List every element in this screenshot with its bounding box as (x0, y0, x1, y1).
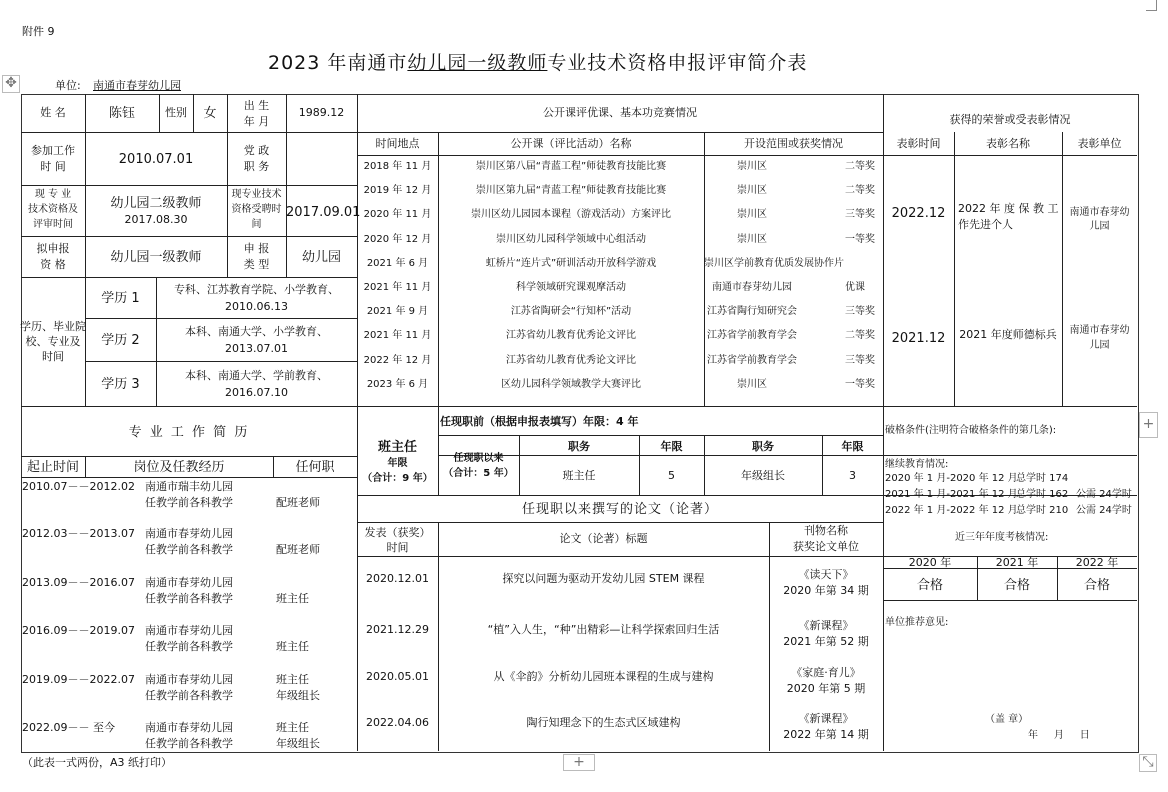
pre-post-years: 任现职前（根据申报表填写）年限：4 年 (440, 415, 639, 428)
paper-pub-1: 《读天下》 (798, 568, 854, 581)
unit-label: 单位: (55, 79, 81, 92)
lessons-col-name: 公开课（评比活动）名称 (510, 137, 632, 150)
col-years-2: 年限 (841, 440, 864, 453)
lesson-name: 崇川区第九届“青蓝工程”师徒教育技能比赛 (475, 185, 667, 197)
lesson-scope: 崇川区 (737, 378, 767, 390)
honor-unit-1: 南通市春芽幼 (1069, 207, 1130, 218)
lesson-name: 江苏省幼儿教育优秀论文评比 (506, 330, 636, 342)
papers-col-title: 论文（论著）标题 (559, 532, 648, 545)
lesson-name: 崇川区幼儿园科学领域中心组活动 (496, 233, 646, 245)
lesson-award: 二等奖 (845, 330, 875, 342)
lesson-scope: 崇川区 (737, 161, 767, 172)
lesson-time: 2020 年 11 月 (363, 209, 432, 221)
lesson-name: 江苏省幼儿教育优秀论文评比 (506, 354, 636, 366)
paper-title: “植”入人生，“种”出精彩—让科学探索回归生活 (487, 623, 720, 636)
paper-time: 2020.12.01 (366, 572, 429, 585)
honor-name-2: 作先进个人 (958, 218, 1013, 231)
lesson-scope: 江苏省学前教育学会 (707, 330, 797, 342)
lesson-award: 三等奖 (845, 354, 875, 366)
paper-pub-1: 《新课程》 (798, 712, 854, 725)
lesson-name: 区幼儿园科学领域教学大赛评比 (501, 378, 641, 390)
edu-row-name: 学历 3 (101, 377, 140, 392)
since-total: （合计：5 年） (443, 468, 514, 479)
name-label: 姓 名 (40, 106, 66, 119)
assess-year: 2022 年 (1075, 556, 1119, 569)
lesson-scope: 崇川区 (737, 185, 767, 197)
apply-label-2: 资 格 (40, 258, 66, 271)
lesson-time: 2021 年 9 月 (366, 306, 429, 318)
lesson-time: 2019 年 12 月 (363, 185, 432, 197)
add-row-plus-icon[interactable]: + (563, 754, 595, 771)
career-post-1: 南通市春芽幼儿园 (145, 721, 233, 734)
lesson-scope: 江苏省陶行知研究会 (707, 306, 797, 318)
paper-time: 2022.04.06 (366, 716, 429, 729)
career-post-2: 任教学前各科教学 (145, 592, 233, 605)
honor-unit-1: 南通市春芽幼 (1069, 325, 1130, 336)
party-position-value[interactable] (287, 133, 356, 184)
birth-label-1: 出 生 (243, 99, 270, 112)
party-label-1: 党 政 (243, 144, 270, 157)
paper-time: 2020.05.01 (366, 670, 429, 683)
cur-time-label-2: 资格受聘时 (231, 204, 282, 215)
career-header: 专 业 工 作 简 历 (128, 425, 250, 440)
career-col-post: 岗位及任教经历 (133, 460, 225, 475)
cont-range: 2022 年 1 月-2022 年 12 月 (885, 505, 1018, 516)
title-suffix: 专业技术资格申报评审简介表 (547, 52, 808, 74)
paper-pub-1: 《家庭·育儿》 (791, 666, 861, 679)
edu-row-name: 学历 1 (101, 291, 140, 306)
recommend-label: 单位推荐意见: (885, 617, 949, 628)
career-post-2: 任教学前各科教学 (145, 543, 233, 556)
edu-row-line-1: 本科、南通大学、学前教育、 (185, 369, 328, 382)
career-role-2: 配班老师 (276, 496, 320, 509)
add-column-plus-icon[interactable]: + (1139, 412, 1158, 438)
break-label: 破格条件(注明符合破格条件的第几条): (885, 425, 1057, 436)
lesson-time: 2021 年 6 月 (366, 257, 429, 269)
lessons-col-time: 时间地点 (375, 137, 420, 150)
honor-name-1: 2022 年 度 保 教 工 (958, 202, 1059, 215)
paper-pub-2: 2021 年第 52 期 (783, 635, 869, 648)
career-post-2: 任教学前各科教学 (145, 689, 233, 702)
assess-result: 合格 (916, 578, 943, 593)
career-role-2: 班主任 (276, 640, 309, 653)
lesson-time: 2022 年 12 月 (363, 354, 432, 366)
cur-label-3: 评审时间 (33, 219, 73, 230)
col-duty-1: 职务 (568, 440, 590, 453)
type-label-2: 类 型 (243, 258, 270, 271)
birth-value: 1989.12 (298, 106, 345, 119)
lesson-time: 2018 年 11 月 (363, 161, 432, 172)
career-time: 2016.09－－2019.07 (22, 624, 135, 637)
birth-label-2: 年 月 (243, 115, 270, 128)
cont-range: 2021 年 1 月-2021 年 12 月 (885, 489, 1018, 500)
lesson-scope: 崇川区 (737, 233, 767, 245)
honors-header: 获得的荣誉或受表彰情况 (949, 113, 1071, 126)
career-col-time: 起止时间 (26, 460, 79, 475)
page-title (268, 48, 807, 75)
cur-time-label-3: 间 (251, 219, 262, 230)
lesson-award: 二等奖 (845, 185, 875, 197)
gender-value: 女 (203, 106, 217, 121)
lesson-name: 科学领域研究课观摩活动 (516, 282, 626, 293)
lesson-award: 一等奖 (845, 378, 875, 390)
work-label-2: 时 间 (40, 160, 66, 173)
gender-label: 性别 (165, 106, 187, 119)
career-role-2: 班主任 (276, 592, 309, 605)
honor-unit-2: 儿园 (1089, 340, 1110, 351)
cont-extra: 公需 24学时 (1076, 505, 1132, 516)
lesson-scope: 崇川区 (737, 209, 767, 221)
honors-col-time: 表彰时间 (896, 137, 941, 150)
lesson-time: 2023 年 6 月 (366, 378, 429, 390)
page-corner-icon (1146, 0, 1157, 11)
assess-label: 近三年年度考核情况: (955, 532, 1049, 543)
career-post-1: 南通市瑞丰幼儿园 (145, 480, 233, 493)
type-label-1: 申 报 (243, 242, 270, 255)
apply-value: 幼儿园一级教师 (110, 250, 202, 265)
lesson-name: 崇川区幼儿园园本课程（游戏活动）方案评比 (471, 209, 671, 221)
edu-row-line-2: 2016.07.10 (225, 386, 288, 399)
cont-hours: 总学时 162 (1016, 489, 1069, 500)
career-post-2: 任教学前各科教学 (145, 496, 233, 509)
career-role-1: 班主任 (276, 673, 309, 686)
unit-value: 南通市春芽幼儿园 (93, 79, 181, 92)
class-total: （合计：9 年） (362, 473, 433, 484)
career-post-2: 任教学前各科教学 (145, 737, 233, 750)
since-label: 任现职以来 (453, 453, 504, 464)
honors-col-unit: 表彰单位 (1077, 137, 1122, 150)
career-time: 2010.07－－2012.02 (22, 480, 135, 493)
career-post-2: 任教学前各科教学 (145, 640, 233, 653)
work-value: 2010.07.01 (118, 152, 194, 167)
career-role-2: 年级组长 (276, 737, 320, 750)
assess-result: 合格 (1083, 578, 1110, 593)
paper-pub-2: 2022 年第 14 期 (783, 728, 869, 741)
career-role-1: 班主任 (276, 721, 309, 734)
assess-result: 合格 (1003, 578, 1030, 593)
lesson-time: 2021 年 11 月 (363, 282, 432, 293)
class-title: 班主任 (377, 440, 417, 455)
papers-col-time-1: 发表（获奖） (364, 526, 431, 539)
honor-time: 2022.12 (891, 206, 946, 221)
paper-pub-1: 《新课程》 (798, 619, 854, 632)
cur-value-2: 2017.08.30 (124, 213, 188, 226)
lesson-name: 江苏省陶研会“行知杯”活动 (510, 306, 632, 318)
edu-row-name: 学历 2 (101, 333, 140, 348)
career-time: 2022.09－－ 至今 (22, 721, 115, 734)
duty-2: 年级组长 (741, 469, 785, 482)
lesson-scope: 江苏省学前教育学会 (707, 354, 797, 366)
lesson-name: 崇川区第八届“青蓝工程”师徒教育技能比赛 (475, 161, 667, 172)
cur-value-1: 幼儿园二级教师 (110, 196, 202, 211)
lesson-award: 优课 (845, 282, 865, 293)
lesson-time: 2021 年 11 月 (363, 330, 432, 342)
career-post-1: 南通市春芽幼儿园 (145, 624, 233, 637)
lesson-award: 三等奖 (845, 209, 875, 221)
name-value: 陈钰 (108, 106, 135, 121)
lesson-scope: 崇川区学前教育优质发展协作片 (704, 257, 844, 269)
paper-title: 陶行知理念下的生态式区域建构 (526, 716, 681, 729)
career-time: 2019.09－－2022.07 (22, 673, 135, 686)
cont-range: 2020 年 1 月-2020 年 12 月 (885, 473, 1018, 484)
title-prefix: 2023 年南通市 (268, 52, 408, 74)
career-time: 2012.03－－2013.07 (22, 527, 135, 540)
years-2: 3 (849, 469, 856, 482)
paper-time: 2021.12.29 (366, 623, 429, 636)
cur-label-1: 现 专 业 (34, 189, 72, 200)
papers-col-pub-1: 刊物名称 (804, 524, 848, 537)
footer-note: （此表一式两份，A3 纸打印） (22, 756, 173, 769)
lesson-time: 2020 年 12 月 (363, 233, 432, 245)
paper-pub-2: 2020 年第 5 期 (786, 682, 866, 695)
honors-col-name: 表彰名称 (986, 137, 1030, 150)
edu-label-3: 时间 (42, 350, 64, 363)
type-value: 幼儿园 (301, 250, 341, 265)
lesson-scope: 南通市春芽幼儿园 (712, 282, 792, 293)
date-label: 年 月 日 (1028, 730, 1090, 741)
paper-title: 从《伞韵》分析幼儿园班本课程的生成与建构 (493, 670, 714, 683)
edu-row-line-1: 本科、南通大学、小学教育、 (185, 325, 328, 338)
duty-1: 班主任 (562, 469, 596, 482)
table-move-handle-icon[interactable]: ✥ (2, 75, 20, 93)
lessons-col-scope: 开设范围或获奖情况 (744, 137, 843, 150)
lesson-award: 二等奖 (845, 161, 875, 172)
assess-year: 2020 年 (908, 556, 952, 569)
cur-time-label-1: 现专业技术 (231, 189, 282, 200)
lesson-award: 三等奖 (845, 306, 875, 318)
class-years-label: 年限 (387, 458, 408, 469)
career-post-1: 南通市春芽幼儿园 (145, 576, 233, 589)
annex-label: 附件 9 (22, 25, 55, 38)
assess-year: 2021 年 (995, 556, 1039, 569)
edu-label-2: 校、专业及 (25, 335, 81, 348)
cont-hours: 总学时 174 (1016, 473, 1069, 484)
lesson-award: 一等奖 (845, 233, 875, 245)
cont-label: 继续教育情况: (885, 459, 949, 470)
honor-time: 2021.12 (891, 331, 946, 346)
paper-pub-2: 2020 年第 34 期 (783, 584, 869, 597)
papers-header: 任现职以来撰写的论文（论著） (521, 502, 718, 517)
edu-row-line-1: 专科、江苏教育学院、小学教育、 (174, 283, 339, 296)
apply-label-1: 拟申报 (36, 242, 70, 255)
papers-col-pub-2: 获奖论文单位 (793, 540, 859, 553)
cont-hours: 总学时 210 (1016, 505, 1069, 516)
edu-row-line-2: 2010.06.13 (225, 300, 288, 313)
table-resize-handle-icon[interactable]: ⤡ (1139, 754, 1157, 772)
career-time: 2013.09－－2016.07 (22, 576, 135, 589)
papers-col-time-2: 时间 (386, 541, 409, 554)
work-label-1: 参加工作 (31, 144, 75, 157)
lesson-name: 虹桥片“连片式”研训活动开放科学游戏 (485, 257, 657, 269)
career-post-1: 南通市春芽幼儿园 (145, 673, 233, 686)
edu-row-line-2: 2013.07.01 (225, 342, 288, 355)
title-qualification: 幼儿园一级教师 (407, 52, 548, 74)
cur-label-2: 技术资格及 (28, 204, 78, 215)
years-1: 5 (668, 469, 675, 482)
seal-label: （盖 章） (985, 714, 1029, 725)
cur-time-value: 2017.09.01 (286, 205, 361, 220)
honor-unit-2: 儿园 (1089, 221, 1110, 232)
col-years-1: 年限 (660, 440, 683, 453)
edu-label-1: 学历、毕业院 (20, 320, 86, 333)
paper-title: 探究以问题为驱动开发幼儿园 STEM 课程 (502, 572, 705, 585)
party-label-2: 职 务 (243, 160, 270, 173)
col-duty-2: 职务 (752, 440, 774, 453)
career-col-role: 任何职 (295, 460, 335, 475)
career-post-1: 南通市春芽幼儿园 (145, 527, 233, 540)
career-role-2: 配班老师 (276, 543, 320, 556)
cont-extra: 公需 24学时 (1076, 489, 1132, 500)
lessons-header: 公开课评优课、基本功竞赛情况 (543, 106, 697, 119)
career-role-2: 年级组长 (276, 689, 320, 702)
honor-name-1: 2021 年度师德标兵 (959, 328, 1057, 341)
